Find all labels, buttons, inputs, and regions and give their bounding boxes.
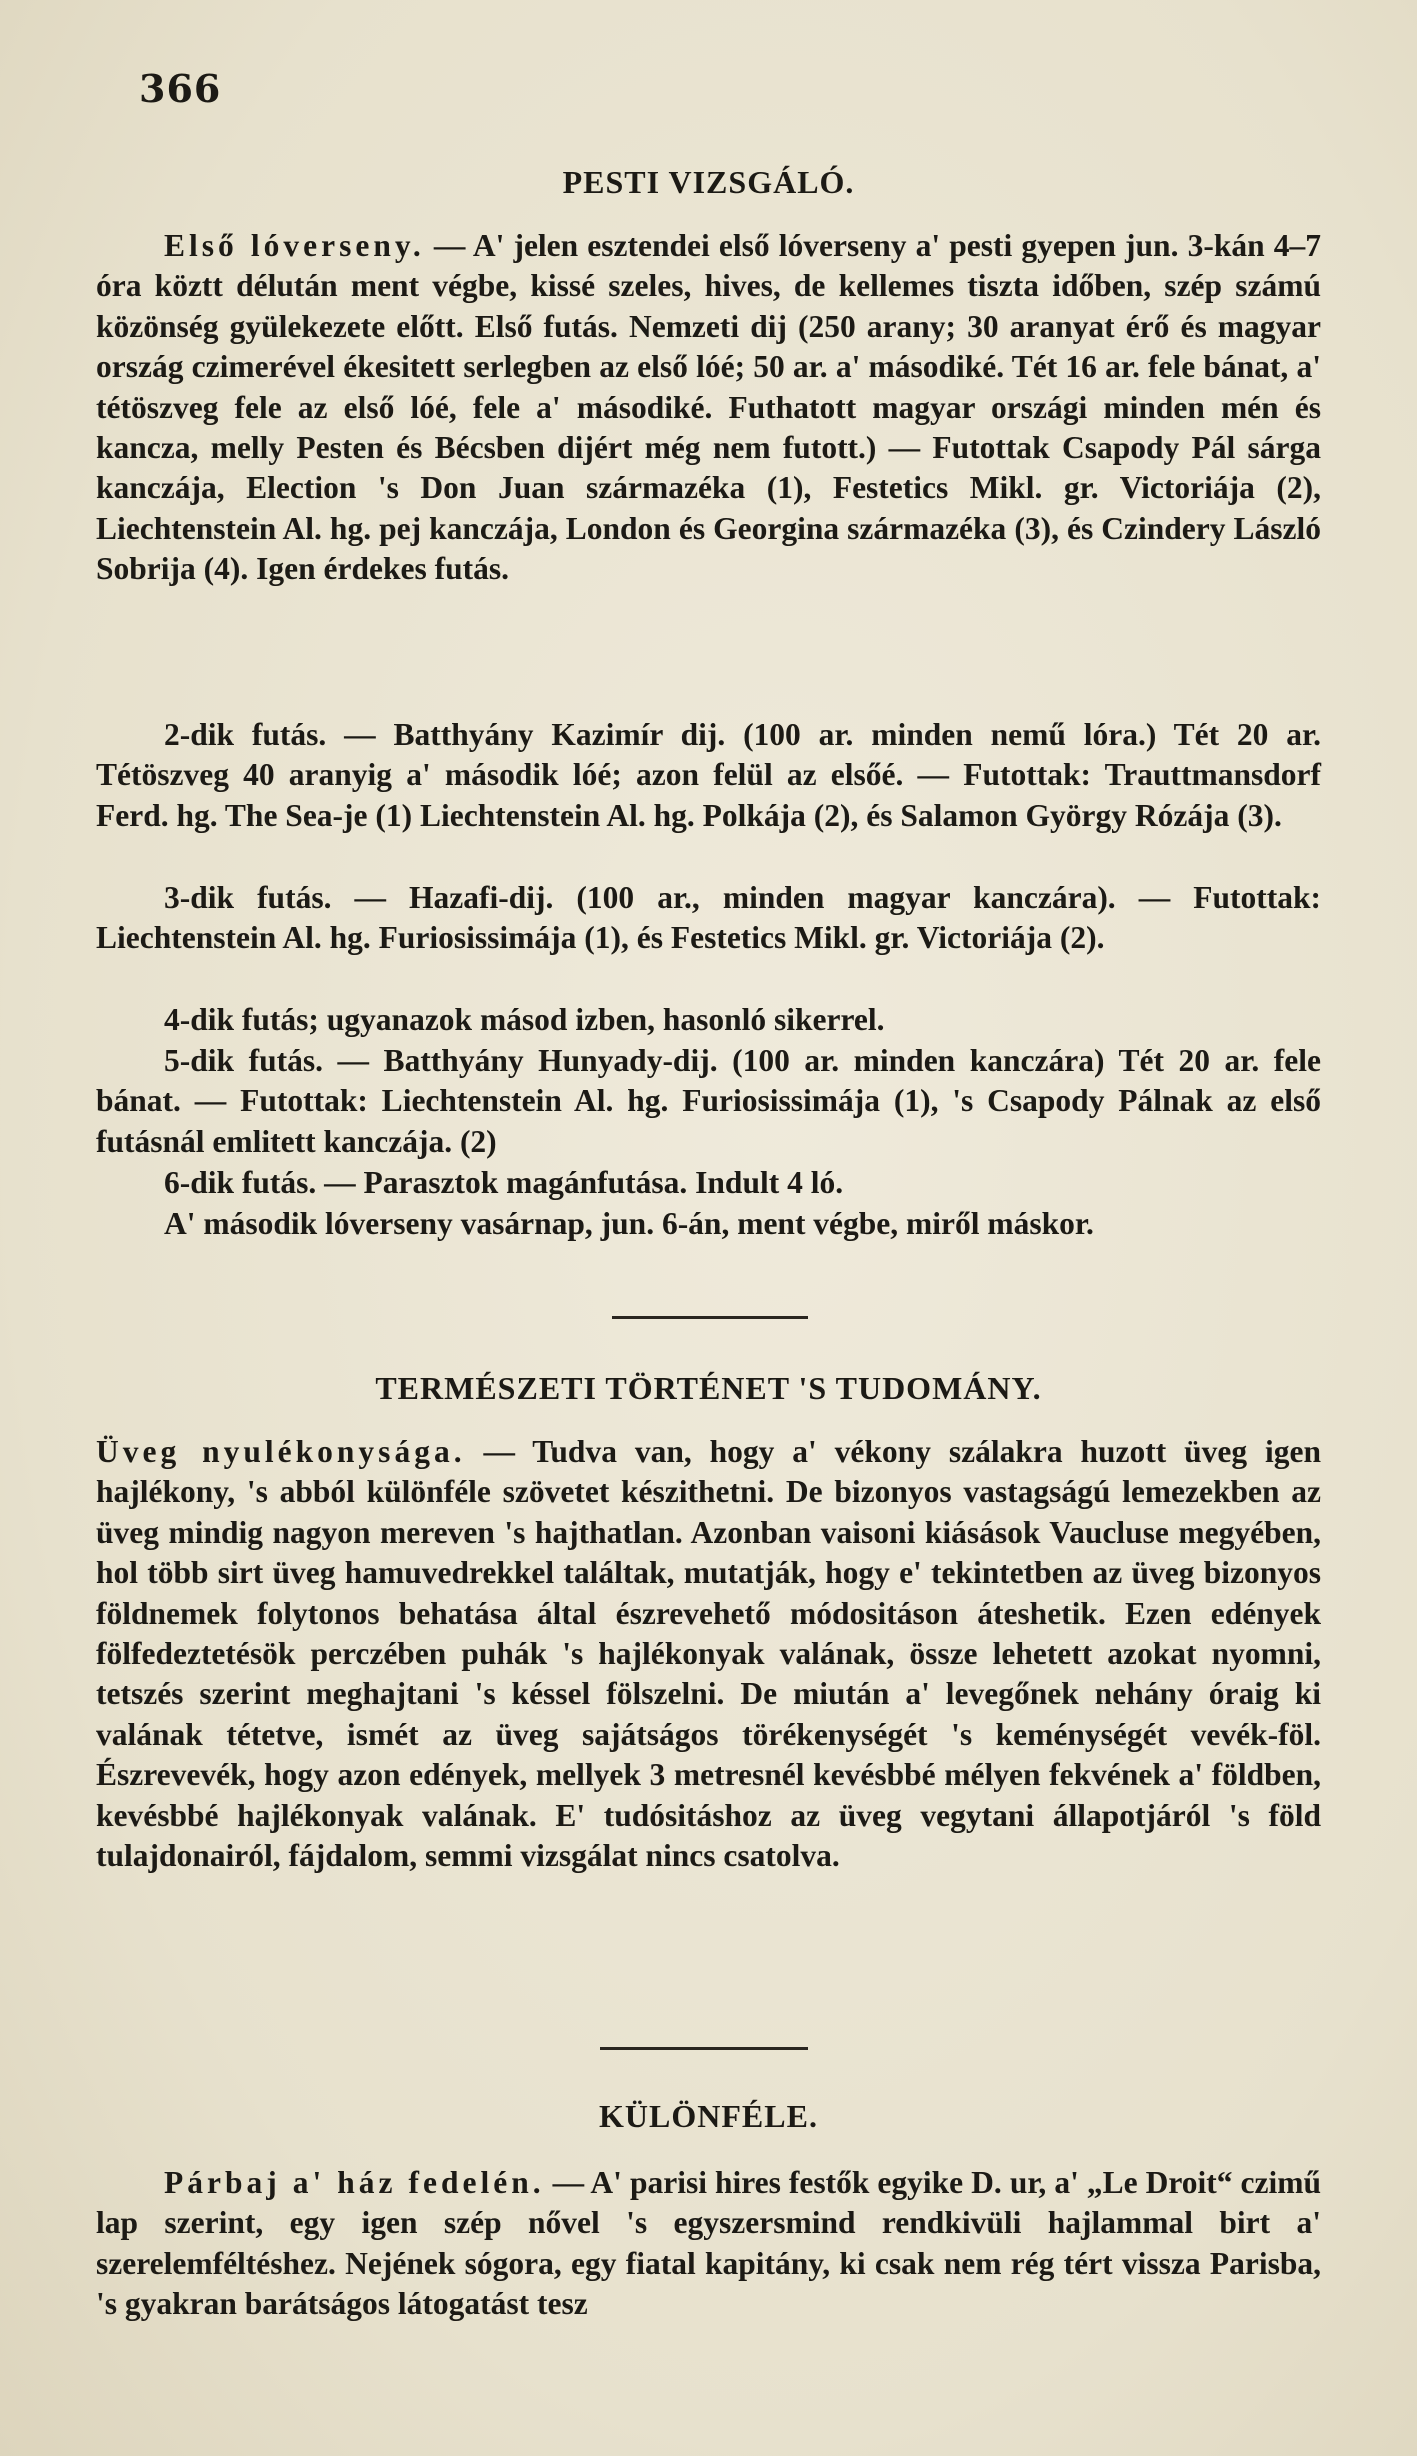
paragraph-4-dik-futas: 4-dik futás; ugyanazok másod izben, hasonló sikerrel. [164,1002,885,1037]
paragraph-masodik-loverseny: A' második lóverseny vasárnap, jun. 6-án, ment végbe, miről máskor. [164,1206,1094,1241]
paragraph-6-dik-futas: 6-dik futás. — Parasztok magánfutása. Indult 4 ló. [164,1165,844,1200]
paragraph-3-dik-futas: 3-dik futás. — Hazafi-dij. (100 ar., minden magyar kanczára). — Futottak: Liechtenstein Al. hg. Furiosissimája (1), és Festetics Mikl. gr. Victoriája (2). [96,880,1321,956]
section-heading-termeszeti-tortenet: TERMÉSZETI TÖRTÉNET 'S TUDOMÁNY. [375,1370,1042,1406]
page-number: 366 [139,66,222,111]
paragraph-parbaj [96,2163,1321,2325]
paragraph-lead: Üveg nyulékonysága. [96,1434,466,1469]
paragraph-text: — Tudva van, hogy a' vékony szálakra huzott üveg igen hajlékony, 's abból különféle szövetet készithetni. De bizonyos vastagságú lemezekben az üveg mindig nagyon mereven 's hajthatlan. Azonban vaisoni kiásások Vaucluse megyében, hol több sirt üveg hamuvedrekkel találtak, mutatják, hogy e' tekintetben az üveg bizonyos földnemek folytonos behatása által észrevehető módositáson áteshetik. Ezen edények fölfedeztetésök perczében puhák 's hajlékonyak valának, össze lehetett azokat nyomni, tetszés szerint meghajtani 's késsel fölszelni. De miután a' levegőnek nehány óraig ki valának tétetve, ismét az üveg sajátságos törékenységét 's keménységét vevék-föl. Észrevevék, hogy azon edények, mellyek 3 metresnél kevésbbé mélyen fekvének a' földben, kevésbbé hajlékonyak valának. E' tudósitáshoz az üveg vegytani állapotjáról 's föld tulajdonairól, fájdalom, semmi vizsgálat nincs csatolva. [96,1434,1322,1874]
paragraph-text: — A' parisi hires festők egyike D. ur, a' „Le Droit“ czimű lap szerint, egy igen szép nővel 's egyszersmind rendkivüli hajlammal birt a' szerelemféltéshez. Nejének sógora, egy fiatal kapitány, ki csak nem rég tért vissza Parisba, 's gyakran barátságos látogatást tesz [96,2165,1321,2322]
paragraph-elso-loverseny [96,226,1321,590]
section-heading-pesti-vizsgalo: PESTI VIZSGÁLÓ. [562,164,855,200]
paragraph-lead: Párbaj a' ház fedelén. [164,2165,545,2200]
section-heading-kulonfele: KÜLÖNFÉLE. [599,2098,818,2134]
section-divider [600,2047,808,2050]
paragraph-text: — A' jelen esztendei első lóverseny a' pesti gyepen jun. 3-kán 4–7 óra köztt délután ment végbe, kissé szeles, hives, de kellemes tiszta időben, szép számú közönség gyülekezete előtt. Első futás. Nemzeti dij (250 arany; 30 aranyat érő és magyar ország czimerével ékesitett serlegben az első lóé; 50 ar. a' másodiké. Tét 16 ar. fele bánat, a' tétöszveg fele az első lóé, fele a' másodiké. Futhatott magyar országi minden mén és kancza, melly Pesten és Bécsben dijért még nem futott.) — Futottak Csapody Pál sárga kanczája, Election 's Don Juan származéka (1), Festetics Mikl. gr. Victoriája (2), Liechtenstein Al. hg. pej kanczája, London és Georgina származéka (3), és Czindery László Sobrija (4). Igen érdekes futás. [96,228,1322,587]
paragraph-uveg-nyulekonysaga [96,1432,1321,1876]
paragraph-lead: Első lóverseny. [164,228,425,263]
paragraph-2-dik-futas: 2-dik futás. — Batthyány Kazimír dij. (100 ar. minden nemű lóra.) Tét 20 ar. Tétöszveg 40 aranyig a' második lóé; azon felül az elsőé. — Futottak: Trauttmansdorf Ferd. hg. The Sea-je (1) Liechtenstein Al. hg. Polkája (2), és Salamon György Rózája (3). [96,717,1321,833]
paragraph-5-dik-futas: 5-dik futás. — Batthyány Hunyady-dij. (100 ar. minden kanczára) Tét 20 ar. fele bánat. — Futottak: Liechtenstein Al. hg. Furiosissimája (1), 's Csapody Pálnak az első futásnál emlitett kanczája. (2) [96,1043,1321,1159]
section-divider [612,1316,808,1319]
